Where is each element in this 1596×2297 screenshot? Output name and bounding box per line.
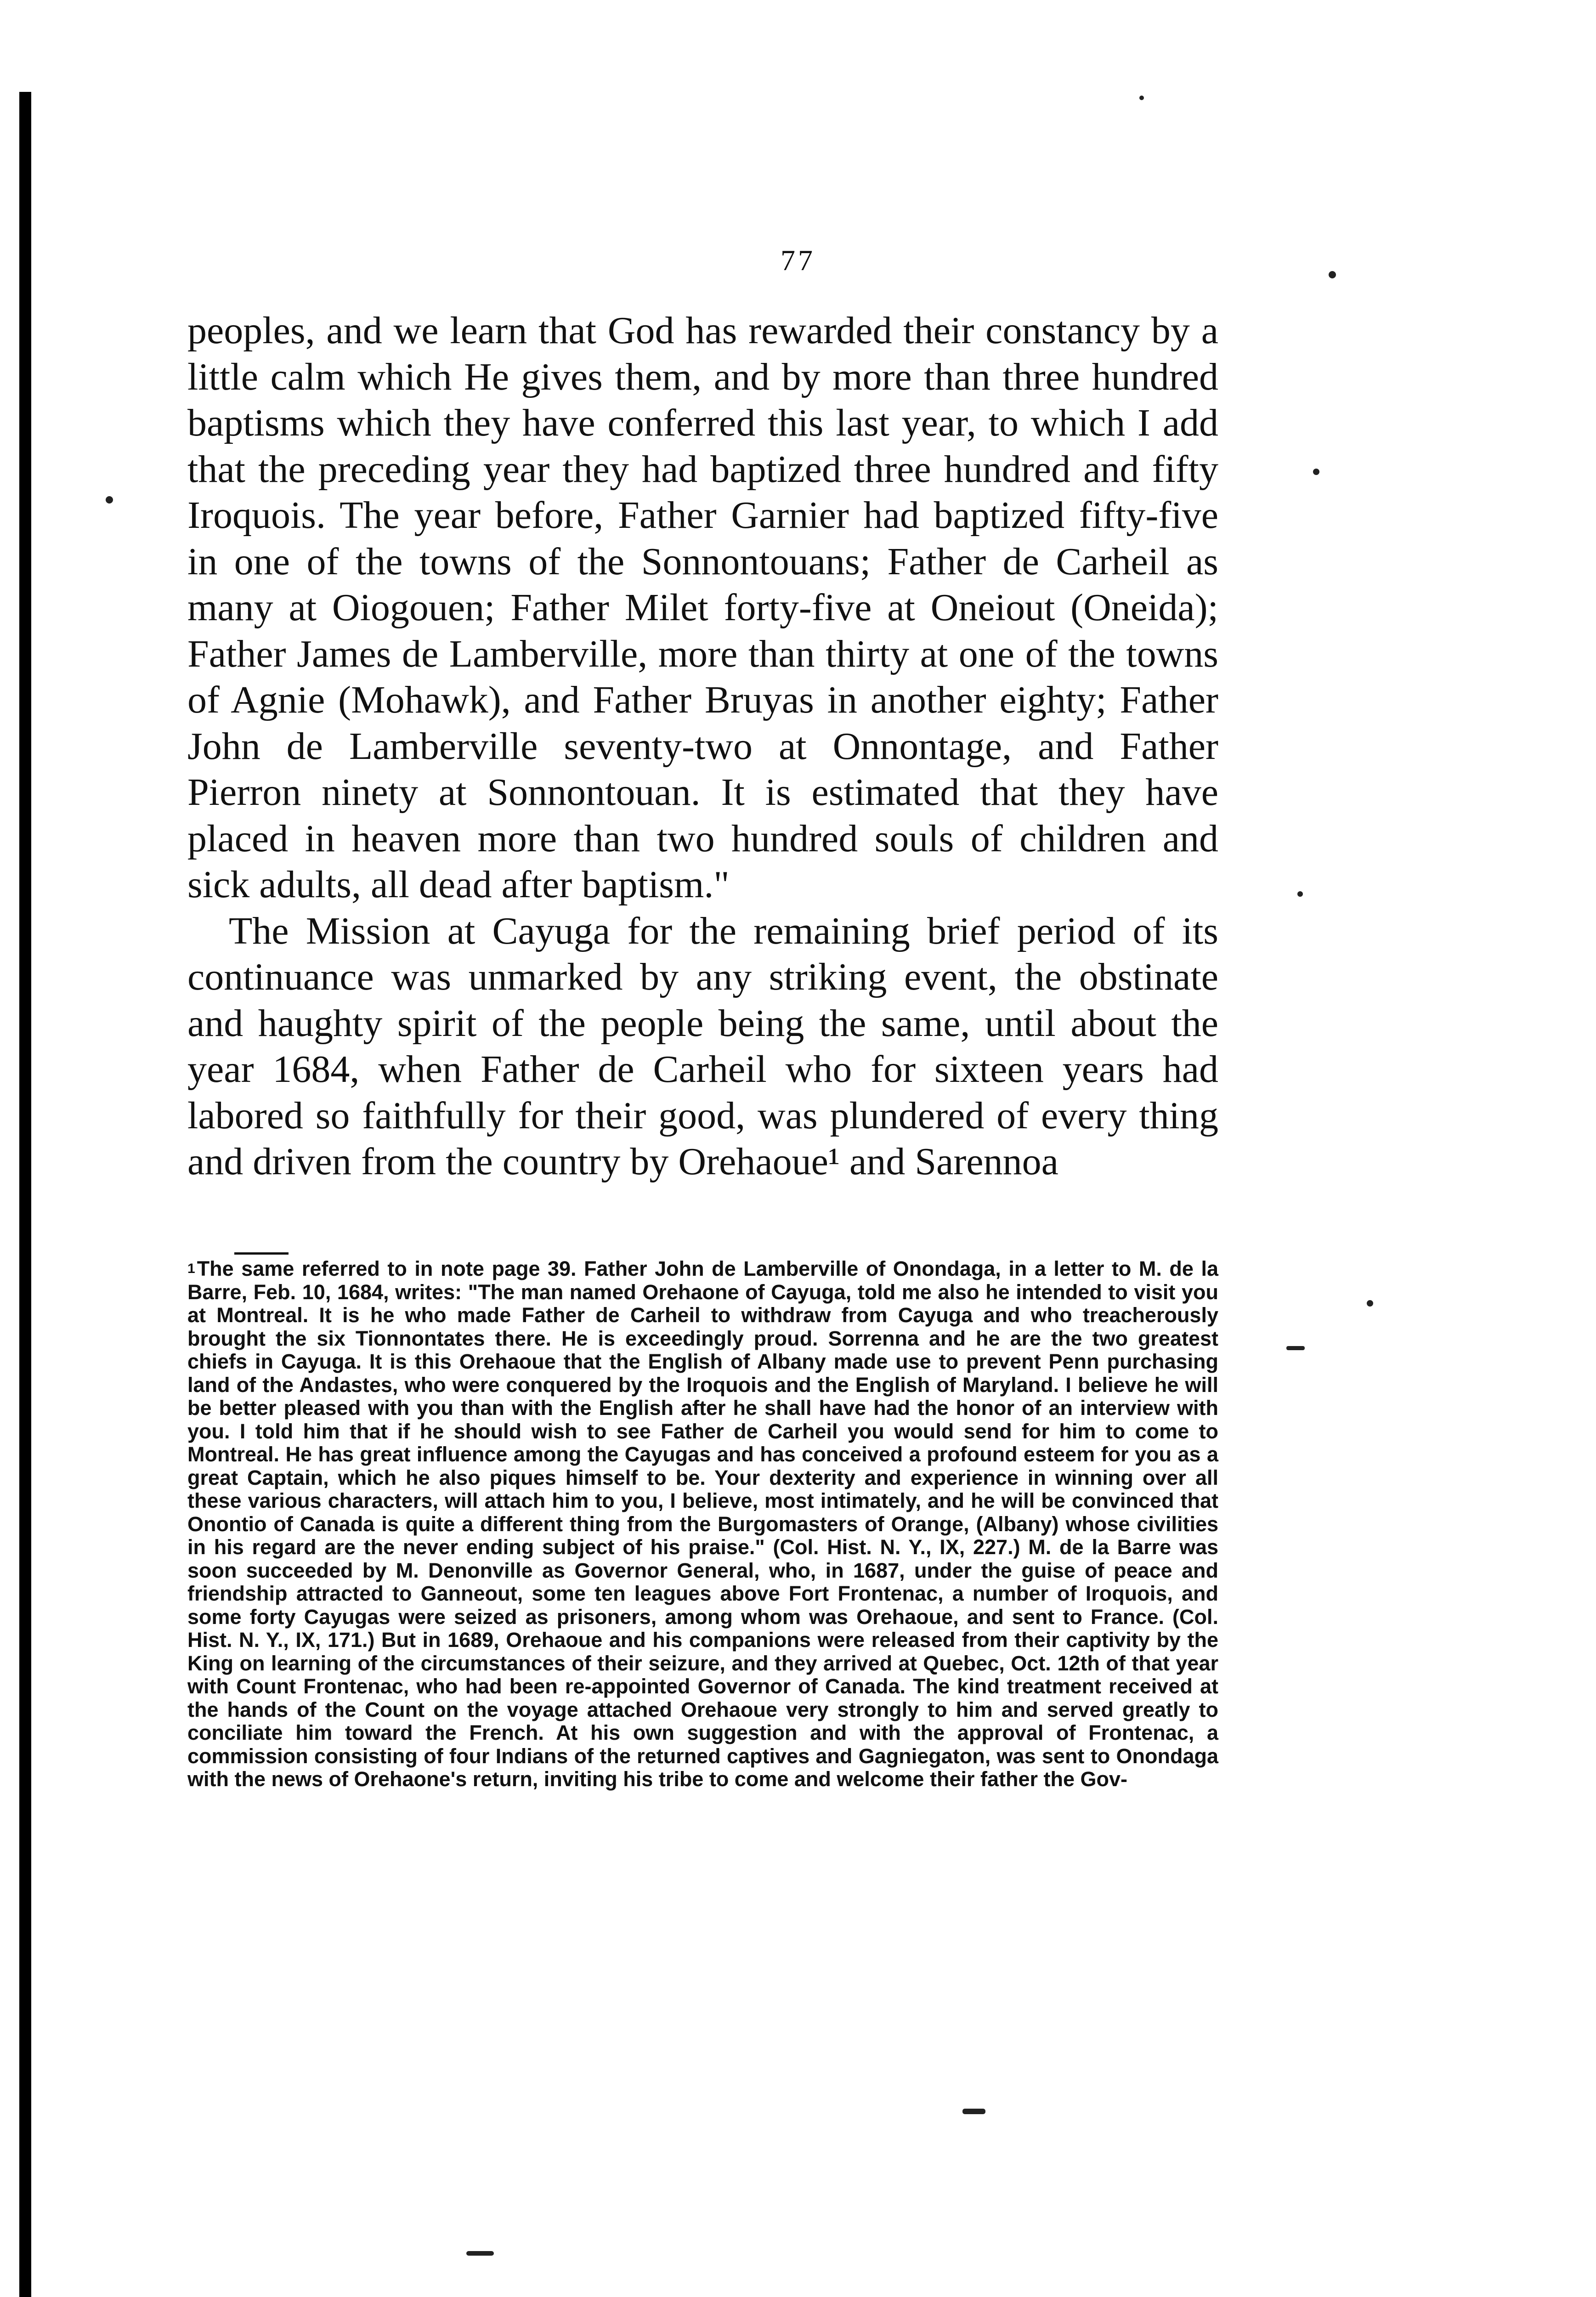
paragraph: The Mission at Cayuga for the remaining brief period of its continuance was unmarked by any striking event, the obstinate and haughty spirit of the people being the same, until about the year 1684, when Father de Carheil who for sixteen years had labored so faithfully for their good, was plundered of every thing and driven from the country by Orehaoue¹ and Sarennoa [187, 909, 1218, 1183]
footnote-marker: 1 [187, 1261, 195, 1276]
scan-speck [1367, 1300, 1373, 1307]
footnote-text: The same referred to in note page 39. Father John de Lamberville of Onondaga, in a letter to M. de la Barre, Feb. 10, 1684, writes: "The man named Orehaone of Cayuga, told me also he intended to visit you at Montreal. It is he who made Father de Carheil to withdraw from Cayuga and who treacherously brought the six Tionnontates there. He is exceedingly proud. Sorrenna and he are the two greatest chiefs in Cayuga. It is this Orehaoue that the English of Albany made use to prevent Penn purchasing land of the Andastes, who were conquered by the Iroquois and the English of Maryland. I believe he will be better pleased with you than with the English after he shall have had the honor of an interview with you. I told him that if he should wish to see Father de Carheil you would send for him to come to Montreal. He has great influence among the Cayugas and has conceived a profound esteem for you as a great Captain, which he also piques himself to be. Your dexterity and experience in winning over all these various characters, will attach him to you, I believe, most intimately, and he will be convinced that Onontio of Canada is quite a different thing from the Burgomasters of Orange, (Albany) whose civilities in his regard are the never ending subject of his praise." (Col. Hist. N. Y., IX, 227.) M. de la Barre was soon succeeded by M. Denonville as Governor General, who, in 1687, under the guise of peace and friendship attracted to Ganneout, some ten leagues above Fort Frontenac, a number of Iroquois, and some forty Cayugas were seized as prisoners, among whom was Orehaoue, and sent to France. (Col. Hist. N. Y., IX, 171.) But in 1689, Orehaoue and his companions were released from their captivity by the King on learning of the circumstances of their seizure, and they arrived at Quebec, Oct. 12th of that year with Count Frontenac, who had been re-appointed Governor of Canada. The kind treatment received at the hands of the Count on the voyage attached Orehaoue very strongly to him and served greatly to conciliate him toward the French. At his own suggestion and with the approval of Frontenac, a commission consisting of four Indians of the returned captives and Gagniegaton, was sent to Onondaga with the news of Orehaone's return, inviting his tribe to come and welcome their father the Gov- [187, 1257, 1218, 1791]
scan-speck [1139, 96, 1144, 100]
scan-speck [466, 2251, 494, 2256]
page-binding-edge [19, 92, 31, 2297]
scan-speck [1297, 891, 1303, 897]
page-number: 77 [781, 244, 815, 277]
footnote [187, 1257, 1218, 1791]
paragraph: peoples, and we learn that God has rewarded their constancy by a little calm which He gives them, and by more than three hundred baptisms which they have conferred this last year, to which I add that the preceding year they had baptized three hundred and fifty Iroquois. The year before, Father Garnier had baptized fifty-five in one of the towns of the Sonnontouans; Father de Carheil as many at Oiogouen; Father Milet forty-five at Oneiout (Oneida); Father James de Lamberville, more than thirty at one of the towns of Agnie (Mohawk), and Father Bruyas in another eighty; Father John de Lamberville seventy-two at Onnontage, and Father Pierron ninety at Sonnontouan. It is estimated that they have placed in heaven more than two hundred souls of children and sick adults, all dead after baptism." [187, 309, 1218, 906]
scan-speck [1286, 1346, 1305, 1350]
scan-speck [106, 496, 113, 504]
body-text [187, 308, 1218, 1185]
footnote-rule [234, 1252, 289, 1255]
scan-speck [1313, 469, 1319, 475]
scan-speck [962, 2109, 985, 2114]
